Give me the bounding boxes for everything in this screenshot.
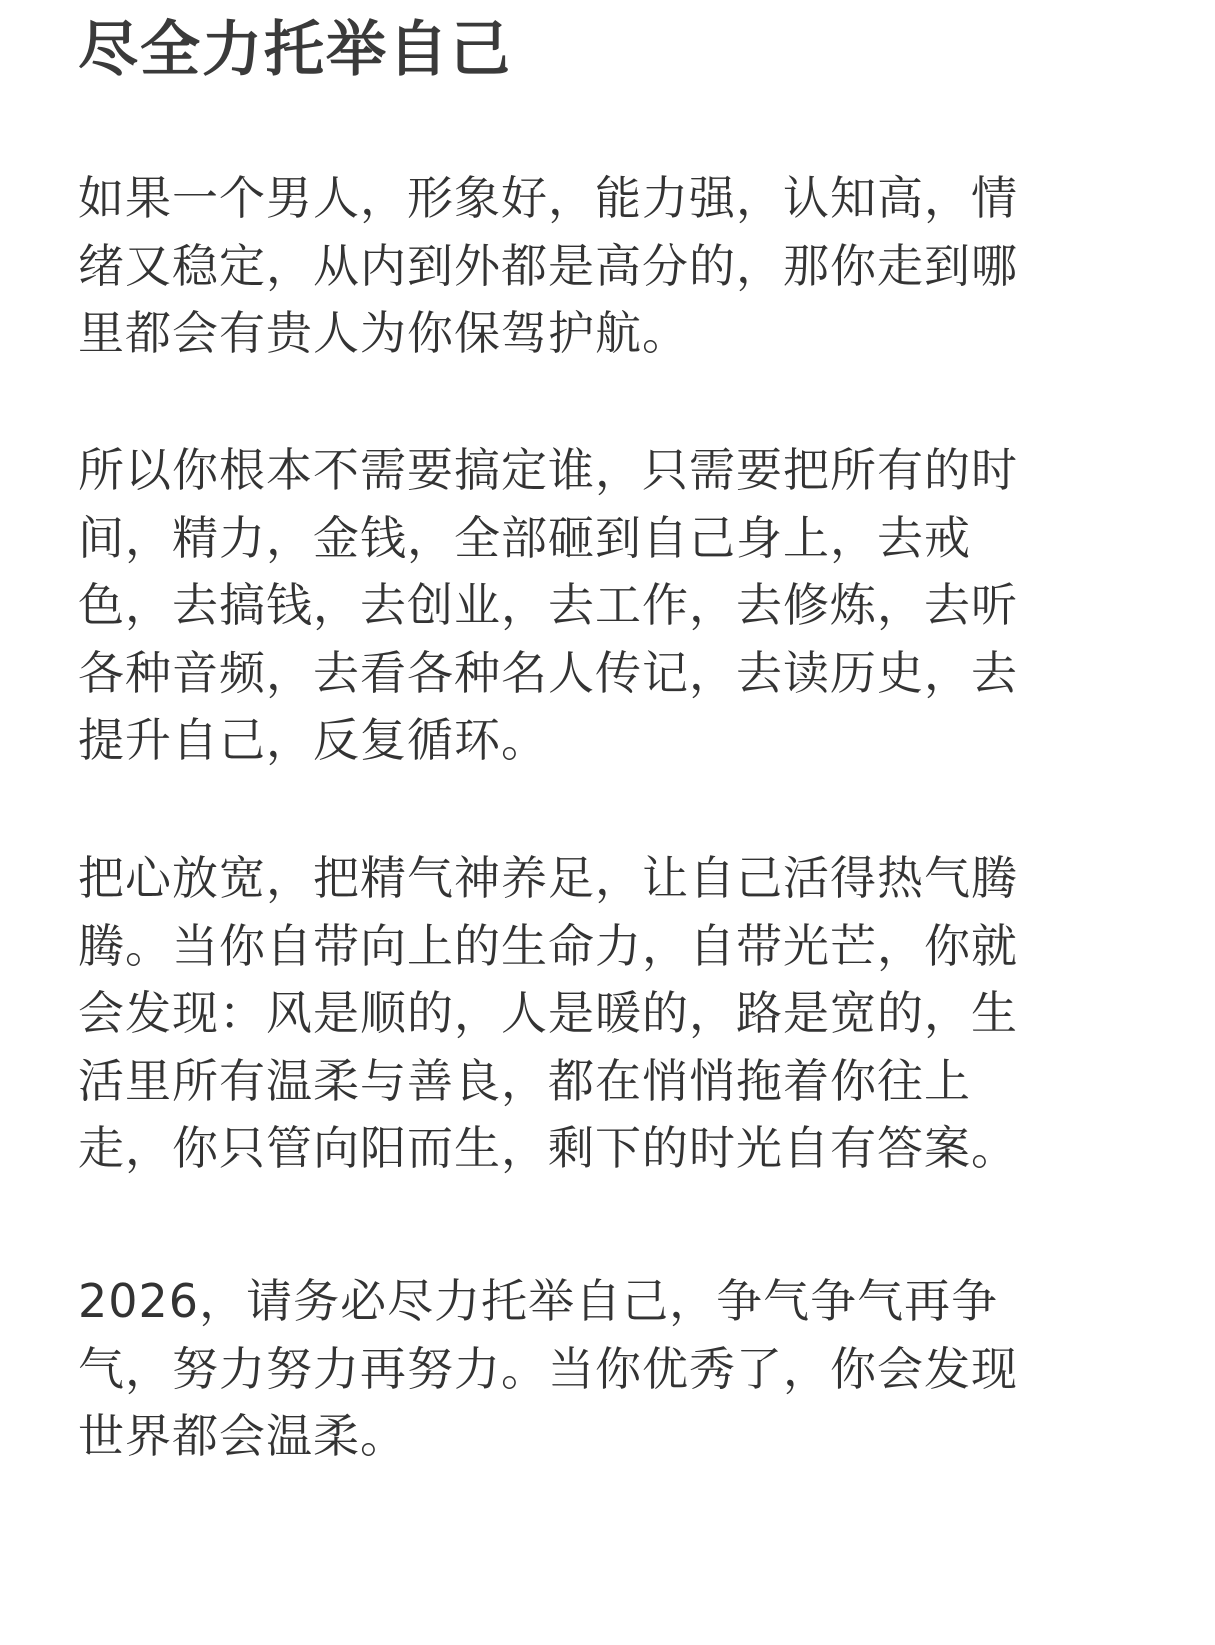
- text-line: 所以你根本不需要搞定谁，只需要把所有的时: [78, 443, 1018, 497]
- text-line: 里都会有贵人为你保驾护航。: [78, 306, 689, 360]
- text-line: 如果一个男人，形象好，能力强，认知高，情: [78, 171, 1018, 225]
- text-line: 走，你只管向阳而生，剩下的时光自有答案。: [78, 1121, 1018, 1175]
- paragraph-2: [78, 437, 1078, 775]
- text-line: 腾。当你自带向上的生命力，自带光芒，你就: [78, 918, 1018, 973]
- text-line: 活里所有温柔与善良，都在悄悄拖着你往上: [78, 1053, 971, 1108]
- paragraph-1: [78, 165, 1078, 368]
- text-line: 绪又稳定，从内到外都是高分的，那你走到哪: [78, 238, 1018, 293]
- paragraph-3: [78, 845, 1078, 1183]
- text-line: 会发现：风是顺的，人是暖的，路是宽的，生: [78, 986, 1018, 1040]
- text-line: 色，去搞钱，去创业，去工作，去修炼，去听: [78, 578, 1018, 632]
- post-title: 尽全力托举自己: [78, 15, 512, 85]
- text-line: 把心放宽，把精气神养足，让自己活得热气腾: [78, 851, 1018, 905]
- text-line: 提升自己，反复循环。: [78, 713, 548, 767]
- text-line: 间，精力，金钱，全部砸到自己身上，去戒: [78, 510, 971, 565]
- text-line: 世界都会温柔。: [78, 1409, 407, 1463]
- text-line: 各种音频，去看各种名人传记，去读历史，去: [78, 645, 1018, 700]
- paragraph-4: [78, 1268, 1078, 1471]
- post-content: [78, 0, 1078, 1463]
- text-line: 气，努力努力再努力。当你优秀了，你会发现: [78, 1341, 1018, 1396]
- text-line: 2026，请务必尽力托举自己，争气争气再争: [78, 1274, 999, 1328]
